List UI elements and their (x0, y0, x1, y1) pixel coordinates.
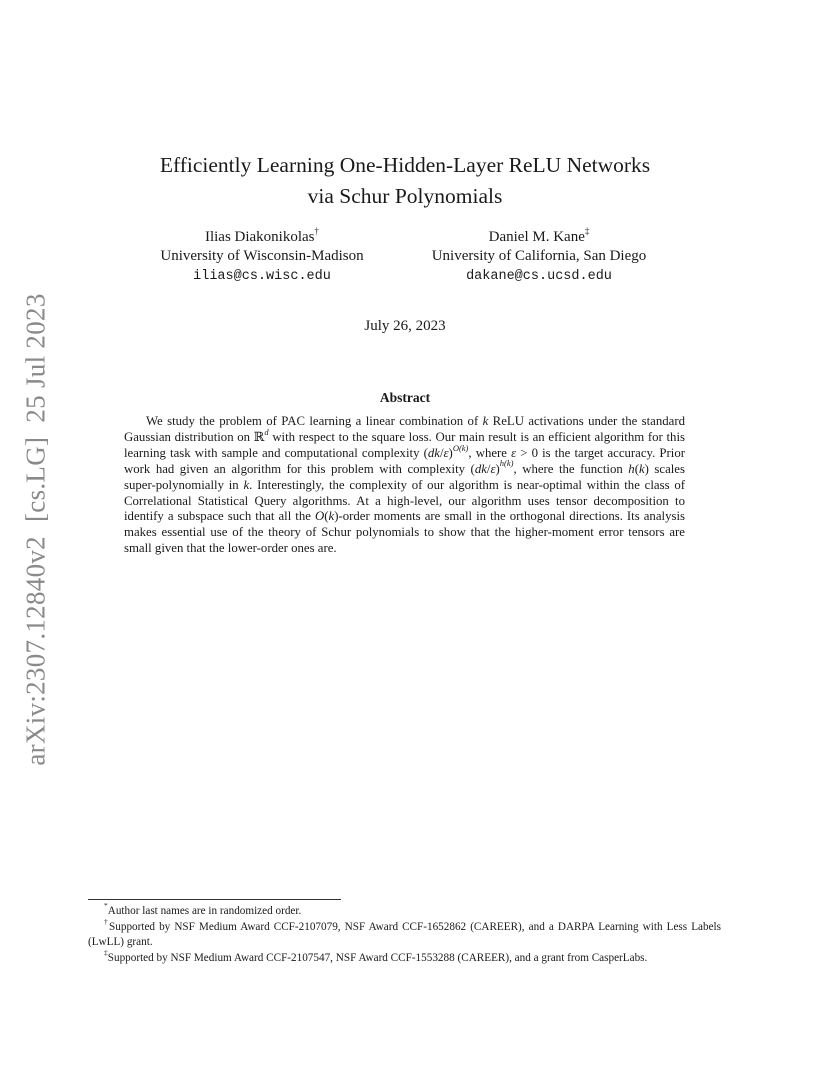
footnote-divider (88, 899, 341, 900)
author-affiliation: University of California, San Diego (431, 248, 647, 264)
arxiv-sidebar-stamp (14, 292, 58, 766)
paper-date: July 26, 2023 (364, 318, 446, 334)
arxiv-stamp-text (21, 293, 52, 765)
author-affiliation: University of Wisconsin-Madison (160, 248, 364, 264)
author-block-2 (410, 228, 668, 286)
footnotes (88, 901, 722, 966)
author-email: ilias@cs.wisc.edu (193, 269, 331, 284)
footnote-item: *Author last names are in randomized order. (104, 901, 302, 917)
arxiv-id: arXiv:2307.12840v2 (20, 535, 51, 766)
author-name: Ilias Diakonikolas† (204, 226, 320, 245)
footnote-item: †Supported by NSF Medium Award CCF-2107079, NSF Award CCF-1652862 (CAREER), and a DARPA Learning with Less Labels (LwLL) grant. (88, 916, 722, 948)
title-line-1: Efficiently Learning One-Hidden-Layer ReLU Networks (159, 153, 651, 177)
arxiv-date: 25 Jul 2023 (20, 292, 51, 423)
abstract-heading: Abstract (379, 390, 431, 405)
author-name: Daniel M. Kane‡ (488, 226, 590, 245)
footnote-item: ‡Supported by NSF Medium Award CCF-2107547, NSF Award CCF-1553288 (CAREER), and a grant from CasperLabs. (104, 947, 648, 964)
author-block-1 (142, 228, 382, 286)
title-line-2: via Schur Polynomials (307, 184, 503, 208)
author-email: dakane@cs.ucsd.edu (466, 269, 612, 284)
author-footnote-mark: ‡ (584, 226, 590, 236)
abstract-body: We study the problem of PAC learning a linear combination of k ReLU activations under the standard Gaussian distribution on ℝ$^d$ with respect to the square loss. Our main result is an efficient algorithm for this learning task with sample and computational complexity $(dk/\varepsilon)^{O(k)}$, where ε > 0 is the target accuracy. Prior work had given an algorithm for this problem with complexity $(dk/\varepsilon)^{h(k)}$, where the function h(k) scales super-polynomially in k. Interestingly, the complexity of our algorithm is near-optimal within the class of Correlational Statistical Query algorithms. At a high-level, our algorithm uses tensor decomposition to identify a subspace such that all the O(k)-order moments are small in the orthogonal directions. Its analysis makes essential use of the theory of Schur polynomials to show that the higher-moment error tensors are small given that the lower-order ones are. (124, 414, 686, 556)
author-footnote-mark: † (314, 226, 320, 236)
arxiv-category: [cs.LG] (20, 436, 51, 522)
paper-title (100, 150, 710, 212)
